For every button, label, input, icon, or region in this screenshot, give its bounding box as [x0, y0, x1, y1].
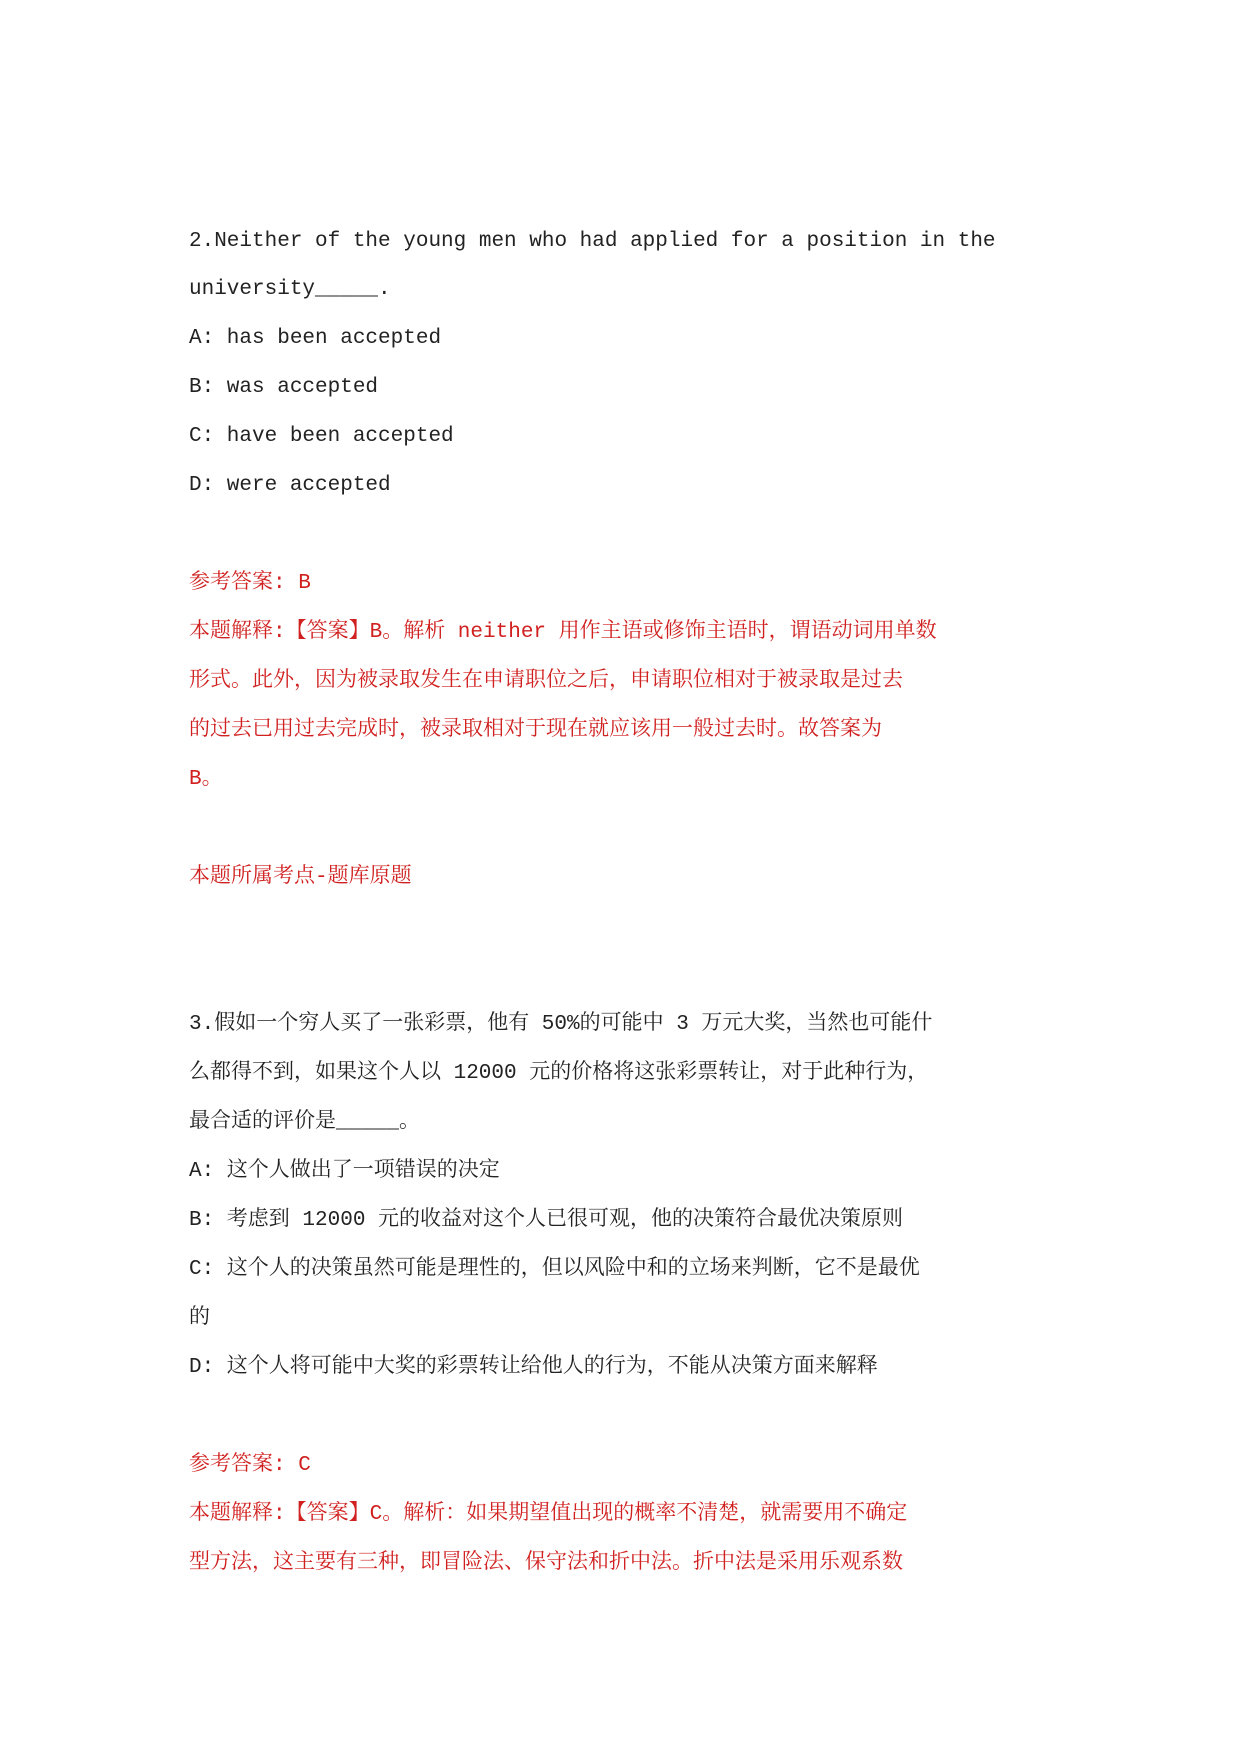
explanation-line: 型方法，这主要有三种，即冒险法、保守法和折中法。折中法是采用乐观系数	[189, 1552, 903, 1575]
option-d: D: were accepted	[189, 474, 391, 497]
explanation-line: 本题解释:【答案】B。解析 neither 用作主语或修饰主语时，谓语动词用单数	[189, 621, 937, 644]
topic-label: 本题所属考点-题库原题	[189, 866, 412, 889]
option-b: B: 考虑到 12000 元的收益对这个人已很可观，他的决策符合最优决策原则	[189, 1209, 904, 1232]
explanation-line: 本题解释:【答案】C。解析：如果期望值出现的概率不清楚，就需要用不确定	[189, 1503, 908, 1526]
question-stem: 么都得不到，如果这个人以 12000 元的价格将这张彩票转让，对于此种行为，	[189, 1062, 929, 1085]
option-a: A: has been accepted	[189, 327, 442, 350]
question-stem: 3.假如一个穷人买了一张彩票，他有 50%的可能中 3 万元大奖，当然也可能什	[189, 1013, 933, 1036]
option-c-continued: 的	[189, 1307, 210, 1330]
option-c: C: have been accepted	[189, 425, 454, 448]
option-a: A: 这个人做出了一项错误的决定	[189, 1160, 500, 1183]
question-stem: 最合适的评价是_____。	[189, 1111, 421, 1134]
option-d: D: 这个人将可能中大奖的彩票转让给他人的行为，不能从决策方面来解释	[189, 1356, 878, 1379]
explanation-line: B。	[189, 768, 223, 791]
reference-answer: 参考答案: B	[189, 572, 311, 595]
question-stem: university_____.	[189, 278, 391, 301]
reference-answer: 参考答案: C	[189, 1454, 311, 1477]
option-b: B: was accepted	[189, 376, 379, 399]
explanation-line: 的过去已用过去完成时，被录取相对于现在就应该用一般过去时。故答案为	[189, 719, 882, 742]
explanation-line: 形式。此外，因为被录取发生在申请职位之后，申请职位相对于被录取是过去	[189, 670, 903, 693]
option-c: C: 这个人的决策虽然可能是理性的，但以风险中和的立场来判断，它不是最优	[189, 1258, 920, 1281]
question-stem: 2.Neither of the young men who had applied for a position in the	[189, 230, 996, 253]
